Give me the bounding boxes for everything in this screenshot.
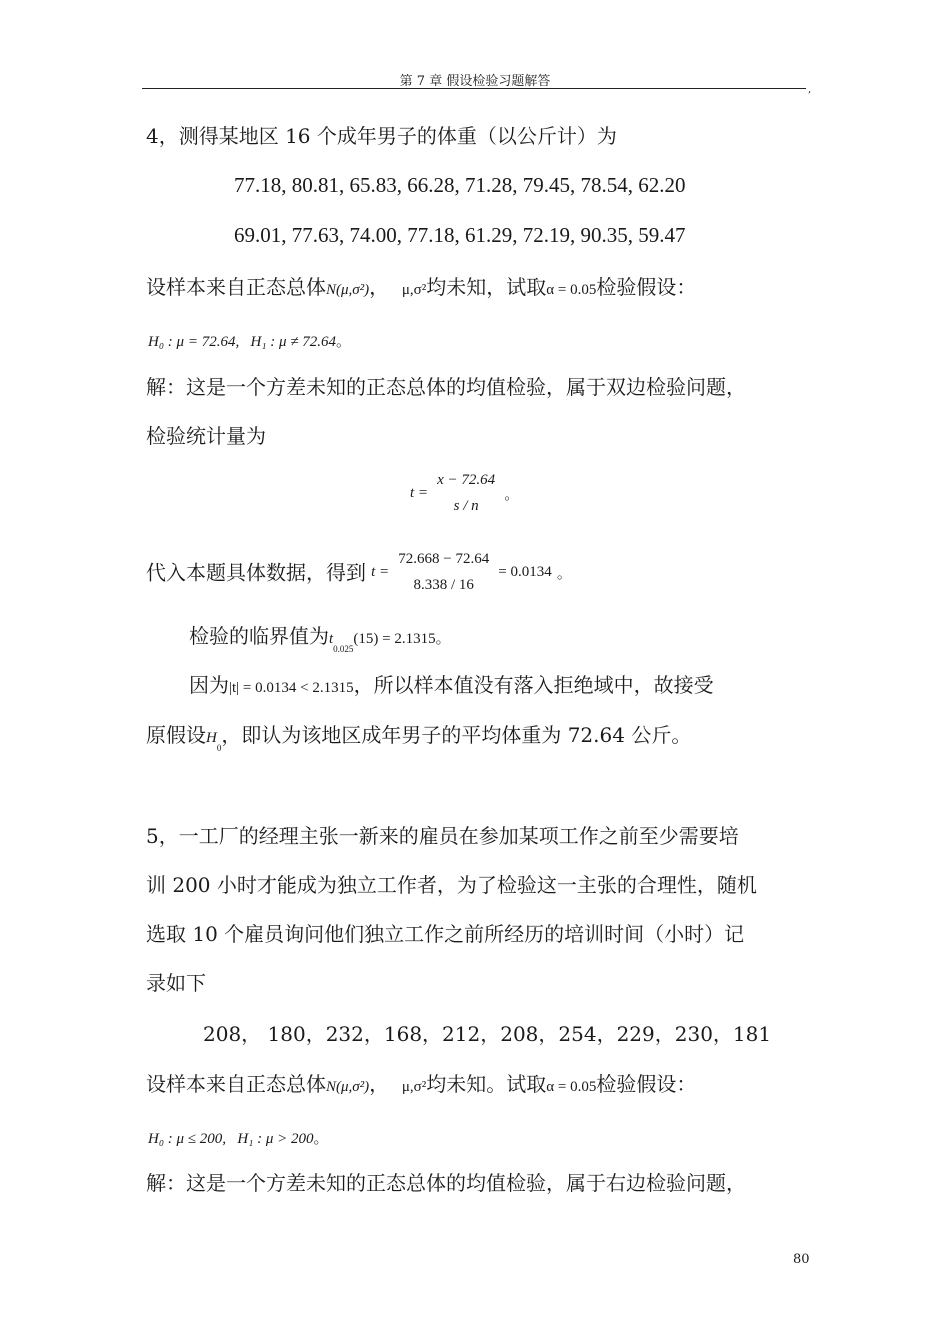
header-mark: , [808, 84, 812, 95]
period: 。 [336, 334, 352, 350]
accept-h: H [206, 730, 217, 746]
alpha-value: α = 0.05 [546, 282, 597, 298]
assumption-text-b: ， [369, 275, 390, 299]
substitution-line [146, 551, 572, 594]
p5-normal-distribution: N(μ,σ²) [326, 1079, 370, 1095]
problem4-assumption [146, 275, 696, 302]
problem5-hypotheses [148, 1127, 329, 1148]
conclusion-line-1 [189, 673, 714, 700]
page-header: 第 7 章 假设检验习题解答 [399, 74, 551, 89]
hypothesis-h1: H₁ : μ ≠ 72.64 [250, 334, 337, 350]
conclusion-line-2 [146, 723, 691, 751]
problem5-assumption [146, 1072, 696, 1099]
problem4-solution-line-1: 解：这是一个方差未知的正态总体的均值检验，属于双边检验问题， [146, 375, 746, 399]
p5-hypothesis-h0: H₀ : μ ≤ 200, [148, 1131, 227, 1147]
assumption-text-c: 均未知，试取 [426, 275, 547, 299]
critical-subscript: 0.025 [333, 644, 354, 654]
p5-assumption-text-d: 检验假设： [596, 1072, 697, 1096]
substitution-text: 代入本题具体数据，得到 [146, 560, 366, 585]
header-rule [142, 88, 806, 89]
accept-text-b: ，即认为该地区成年男子的平均体重为 72.64 公斤。 [221, 723, 692, 747]
assumption-text-a: 设样本来自正态总体 [146, 275, 326, 299]
t-statistic-formula [410, 472, 519, 515]
substitution-period: 。 [556, 566, 572, 582]
hypothesis-h0: H₀ : μ = 72.64, [148, 334, 240, 350]
problem4-hypotheses [148, 330, 351, 351]
p5-unknown-params: μ,σ² [401, 1079, 427, 1095]
problem5-line-2: 训 200 小时才能成为独立工作者，为了检验这一主张的合理性，随机 [146, 873, 757, 897]
problem5-line-1: 5，一工厂的经理主张一新来的雇员在参加某项工作之前至少需要培 [146, 824, 739, 848]
accept-text-a: 原假设 [146, 723, 206, 747]
t-lhs: t = [410, 485, 429, 501]
critical-value-line [189, 624, 451, 652]
problem5-solution-line-1: 解：这是一个方差未知的正态总体的均值检验，属于右边检验问题， [146, 1171, 746, 1195]
critical-text: 检验的临界值为 [189, 624, 329, 648]
normal-distribution: N(μ,σ²) [326, 282, 370, 298]
unknown-params: μ,σ² [401, 282, 427, 298]
critical-period: 。 [435, 631, 451, 647]
p5-assumption-text-a: 设样本来自正态总体 [146, 1072, 326, 1096]
substitution-rhs: = 0.0134 [498, 564, 552, 580]
p5-alpha-value: α = 0.05 [546, 1079, 597, 1095]
substitution-denominator: 8.338 / 16 [413, 577, 474, 593]
page-number: 80 [793, 1252, 810, 1267]
because-text: 因为 [189, 673, 229, 697]
t-numerator: x − 72.64 [437, 472, 496, 488]
critical-rhs: (15) = 2.1315 [353, 631, 436, 647]
problem5-line-4: 录如下 [146, 971, 206, 995]
formula-period: 。 [504, 487, 520, 503]
assumption-text-d: 检验假设： [596, 275, 697, 299]
p5-period: 。 [313, 1131, 329, 1147]
accept-subscript: 0 [216, 743, 222, 753]
p5-assumption-text-b: ， [369, 1072, 390, 1096]
abs-t-comparison: |t| = 0.0134 < 2.1315 [229, 680, 354, 696]
problem4-data-row-2: 69.01, 77.63, 74.00, 77.18, 61.29, 72.19, 90.35, 59.47 [234, 223, 686, 247]
p5-hypothesis-h1: H₁ : μ > 200 [237, 1131, 314, 1147]
t-denominator: s / n [453, 498, 479, 514]
substitution-lhs: t = [371, 564, 390, 580]
critical-t: t [329, 631, 334, 647]
substitution-numerator: 72.668 − 72.64 [398, 551, 490, 567]
substitution-fraction [394, 551, 493, 594]
t-fraction [433, 472, 499, 515]
problem4-data-row-1: 77.18, 80.81, 65.83, 66.28, 71.28, 79.45, 78.54, 62.20 [234, 173, 686, 197]
problem5-data: 208， 180，232，168，212，208，254，229，230，181 [203, 1022, 772, 1046]
problem4-solution-line-2: 检验统计量为 [146, 424, 266, 448]
problem5-line-3: 选取 10 个雇员询问他们独立工作之前所经历的培训时间（小时）记 [146, 922, 745, 946]
p5-assumption-text-c: 均未知。试取 [426, 1072, 547, 1096]
conclusion-text: ，所以样本值没有落入拒绝域中，故接受 [353, 673, 714, 697]
problem4-intro: 4，测得某地区 16 个成年男子的体重（以公斤计）为 [146, 124, 617, 148]
